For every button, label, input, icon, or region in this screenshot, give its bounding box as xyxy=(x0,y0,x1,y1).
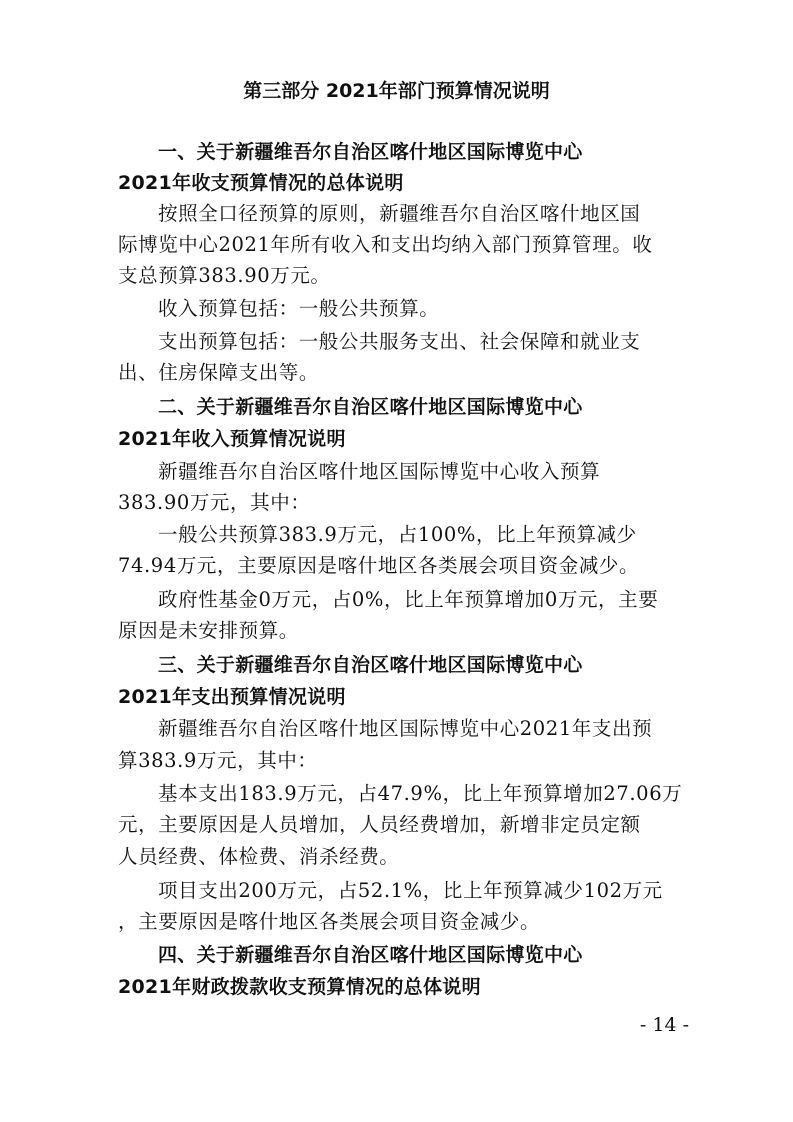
section-1-heading-line-2: 2021年收支预算情况的总体说明 xyxy=(118,172,404,194)
page-title: 第三部分 2021年部门预算情况说明 xyxy=(243,80,550,102)
section-3-paragraph-2-line-2: 元，主要原因是人员增加，人员经费增加，新增非定员定额 xyxy=(118,813,641,836)
page-number: - 14 - xyxy=(639,1014,689,1036)
section-1-heading-line-1: 一、关于新疆维吾尔自治区喀什地区国际博览中心 xyxy=(158,141,583,163)
section-3-paragraph-2-line-1: 基本支出183.9万元，占47.9%，比上年预算增加27.06万 xyxy=(158,782,683,805)
section-3-paragraph-3-line-2: ，主要原因是喀什地区各类展会项目资金减少。 xyxy=(118,910,541,933)
section-3-paragraph-1-line-2: 算383.9万元，其中： xyxy=(118,749,318,772)
section-1-paragraph-3-line-1: 支出预算包括：一般公共服务支出、社会保障和就业支 xyxy=(158,330,641,353)
section-4-heading-line-2: 2021年财政拨款收支预算情况的总体说明 xyxy=(118,976,481,998)
section-2-paragraph-3-line-2: 原因是未安排预算。 xyxy=(118,619,299,642)
section-2-paragraph-2-line-1: 一般公共预算383.9万元，占100%，比上年预算减少 xyxy=(158,523,637,546)
section-2-heading-line-2: 2021年收入预算情况说明 xyxy=(118,428,346,450)
section-3-paragraph-3-line-1: 项目支出200万元，占52.1%，比上年预算减少102万元 xyxy=(158,879,663,902)
section-1-paragraph-2-line-1: 收入预算包括：一般公共预算。 xyxy=(158,297,440,320)
section-2-paragraph-2-line-2: 74.94万元，主要原因是喀什地区各类展会项目资金减少。 xyxy=(118,554,640,577)
section-4-heading-line-1: 四、关于新疆维吾尔自治区喀什地区国际博览中心 xyxy=(158,944,583,966)
section-2-paragraph-1-line-2: 383.90万元，其中： xyxy=(118,491,311,514)
section-1-paragraph-1-line-1: 按照全口径预算的原则，新疆维吾尔自治区喀什地区国 xyxy=(158,202,641,225)
section-1-paragraph-1-line-3: 支总预算383.90万元。 xyxy=(118,264,331,287)
section-3-paragraph-1-line-1: 新疆维吾尔自治区喀什地区国际博览中心2021年支出预 xyxy=(158,717,653,740)
section-2-heading-line-1: 二、关于新疆维吾尔自治区喀什地区国际博览中心 xyxy=(158,396,583,418)
section-3-heading-line-1: 三、关于新疆维吾尔自治区喀什地区国际博览中心 xyxy=(158,654,583,676)
section-1-paragraph-3-line-2: 出、住房保障支出等。 xyxy=(118,361,320,384)
section-2-paragraph-3-line-1: 政府性基金0万元，占0%，比上年预算增加0万元，主要 xyxy=(158,588,659,611)
section-3-paragraph-2-line-3: 人员经费、体检费、消杀经费。 xyxy=(118,845,400,868)
section-1-paragraph-1-line-2: 际博览中心2021年所有收入和支出均纳入部门预算管理。收 xyxy=(118,233,653,256)
section-2-paragraph-1-line-1: 新疆维吾尔自治区喀什地区国际博览中心收入预算 xyxy=(158,460,601,483)
section-3-heading-line-2: 2021年支出预算情况说明 xyxy=(118,686,346,708)
